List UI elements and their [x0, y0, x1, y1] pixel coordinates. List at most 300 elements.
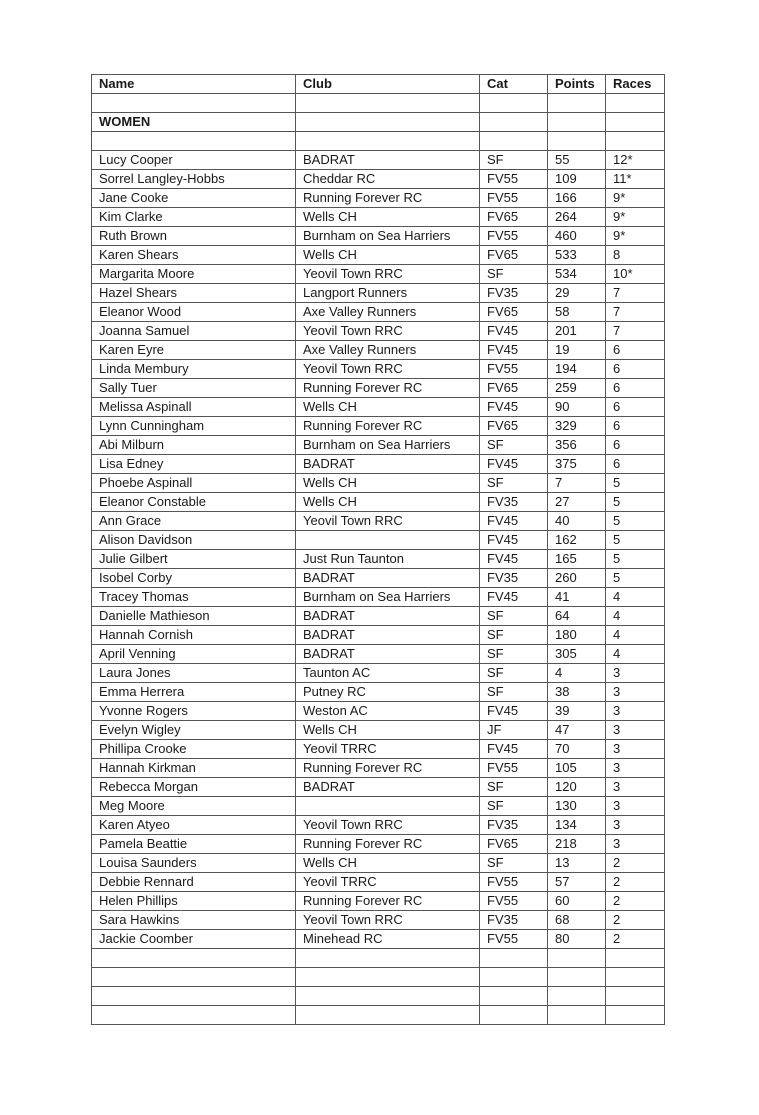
runner-points: 29 — [548, 284, 606, 303]
runner-category: FV45 — [480, 512, 548, 531]
runner-points: 41 — [548, 588, 606, 607]
runner-name: Hazel Shears — [92, 284, 296, 303]
runner-points: 27 — [548, 493, 606, 512]
section-row — [92, 113, 665, 132]
blank-cell — [296, 968, 480, 987]
runner-club: Yeovil TRRC — [296, 873, 480, 892]
blank-cell — [480, 132, 548, 151]
runner-points: 264 — [548, 208, 606, 227]
table-row — [92, 664, 665, 683]
runner-points: 460 — [548, 227, 606, 246]
blank-cell — [296, 113, 480, 132]
runner-category: FV45 — [480, 702, 548, 721]
runner-races: 5 — [606, 531, 665, 550]
runner-name: Danielle Mathieson — [92, 607, 296, 626]
runner-races: 7 — [606, 284, 665, 303]
runner-name: Karen Atyeo — [92, 816, 296, 835]
table-row — [92, 246, 665, 265]
table-row — [92, 436, 665, 455]
runner-club: Wells CH — [296, 474, 480, 493]
runner-club: Running Forever RC — [296, 379, 480, 398]
runner-name: Abi Milburn — [92, 436, 296, 455]
table-row — [92, 683, 665, 702]
runner-races: 3 — [606, 759, 665, 778]
runner-points: 259 — [548, 379, 606, 398]
runner-points: 70 — [548, 740, 606, 759]
runner-category: FV55 — [480, 759, 548, 778]
runner-category: FV35 — [480, 284, 548, 303]
header-cat: Cat — [480, 75, 548, 94]
table-row — [92, 284, 665, 303]
table-row — [92, 151, 665, 170]
runner-points: 134 — [548, 816, 606, 835]
blank-cell — [296, 987, 480, 1006]
runner-races: 3 — [606, 778, 665, 797]
blank-cell — [92, 949, 296, 968]
runner-races: 6 — [606, 398, 665, 417]
runner-club: Wells CH — [296, 398, 480, 417]
table-row — [92, 208, 665, 227]
runner-name: Karen Shears — [92, 246, 296, 265]
table-row — [92, 778, 665, 797]
runner-races: 3 — [606, 816, 665, 835]
runner-races: 3 — [606, 721, 665, 740]
table-row — [92, 512, 665, 531]
runner-races: 8 — [606, 246, 665, 265]
blank-cell — [480, 949, 548, 968]
runner-races: 7 — [606, 322, 665, 341]
blank-cell — [606, 949, 665, 968]
runner-races: 12* — [606, 151, 665, 170]
runner-name: Lucy Cooper — [92, 151, 296, 170]
runner-name: Jackie Coomber — [92, 930, 296, 949]
runner-category: FV55 — [480, 189, 548, 208]
header-club: Club — [296, 75, 480, 94]
runner-club: Yeovil Town RRC — [296, 322, 480, 341]
runner-club: Putney RC — [296, 683, 480, 702]
runner-points: 194 — [548, 360, 606, 379]
runner-club: Yeovil TRRC — [296, 740, 480, 759]
runner-races: 6 — [606, 417, 665, 436]
runner-category: FV45 — [480, 740, 548, 759]
runner-category: FV65 — [480, 417, 548, 436]
runner-races: 9* — [606, 208, 665, 227]
table-row — [92, 398, 665, 417]
runner-races: 2 — [606, 911, 665, 930]
runner-name: April Venning — [92, 645, 296, 664]
blank-cell — [480, 987, 548, 1006]
runner-club — [296, 531, 480, 550]
runner-races: 7 — [606, 303, 665, 322]
runner-club: BADRAT — [296, 778, 480, 797]
table-row — [92, 607, 665, 626]
table-row — [92, 930, 665, 949]
runner-category: FV55 — [480, 892, 548, 911]
blank-cell — [548, 94, 606, 113]
runner-races: 6 — [606, 455, 665, 474]
blank-cell — [548, 132, 606, 151]
runner-races: 3 — [606, 740, 665, 759]
runner-points: 329 — [548, 417, 606, 436]
runner-points: 7 — [548, 474, 606, 493]
runner-name: Pamela Beattie — [92, 835, 296, 854]
table-row — [92, 854, 665, 873]
runner-category: FV35 — [480, 569, 548, 588]
runner-club: Running Forever RC — [296, 759, 480, 778]
runner-races: 9* — [606, 189, 665, 208]
runner-name: Lisa Edney — [92, 455, 296, 474]
runner-points: 218 — [548, 835, 606, 854]
table-row — [92, 341, 665, 360]
runner-races: 3 — [606, 797, 665, 816]
runner-category: FV45 — [480, 341, 548, 360]
table-row — [92, 531, 665, 550]
table-row — [92, 189, 665, 208]
runner-category: SF — [480, 778, 548, 797]
header-name: Name — [92, 75, 296, 94]
runner-points: 40 — [548, 512, 606, 531]
runner-races: 3 — [606, 702, 665, 721]
table-row — [92, 379, 665, 398]
blank-cell — [296, 949, 480, 968]
table-row — [92, 493, 665, 512]
table-row — [92, 645, 665, 664]
table-row — [92, 322, 665, 341]
blank-row — [92, 94, 665, 113]
runner-points: 80 — [548, 930, 606, 949]
table-row — [92, 702, 665, 721]
runner-races: 3 — [606, 835, 665, 854]
table-row — [92, 303, 665, 322]
runner-club: BADRAT — [296, 455, 480, 474]
runner-points: 130 — [548, 797, 606, 816]
blank-cell — [548, 987, 606, 1006]
runner-category: SF — [480, 645, 548, 664]
runner-name: Sally Tuer — [92, 379, 296, 398]
runner-club: Axe Valley Runners — [296, 341, 480, 360]
runner-points: 201 — [548, 322, 606, 341]
runner-name: Ruth Brown — [92, 227, 296, 246]
runner-club: Yeovil Town RRC — [296, 911, 480, 930]
runner-races: 5 — [606, 493, 665, 512]
runner-name: Melissa Aspinall — [92, 398, 296, 417]
runner-category: FV55 — [480, 227, 548, 246]
runner-club: Running Forever RC — [296, 417, 480, 436]
runner-category: FV45 — [480, 398, 548, 417]
table-row — [92, 873, 665, 892]
blank-cell — [480, 113, 548, 132]
table-row — [92, 588, 665, 607]
runner-name: Kim Clarke — [92, 208, 296, 227]
runner-races: 5 — [606, 512, 665, 531]
table-row — [92, 569, 665, 588]
runner-category: FV45 — [480, 455, 548, 474]
runner-category: FV35 — [480, 816, 548, 835]
runner-category: JF — [480, 721, 548, 740]
blank-cell — [480, 968, 548, 987]
runner-name: Phillipa Crooke — [92, 740, 296, 759]
table-row — [92, 721, 665, 740]
runner-category: FV35 — [480, 493, 548, 512]
runner-name: Ann Grace — [92, 512, 296, 531]
runner-category: SF — [480, 151, 548, 170]
runner-category: FV65 — [480, 246, 548, 265]
runner-points: 55 — [548, 151, 606, 170]
runner-name: Evelyn Wigley — [92, 721, 296, 740]
runner-points: 305 — [548, 645, 606, 664]
runner-name: Debbie Rennard — [92, 873, 296, 892]
runner-races: 3 — [606, 683, 665, 702]
blank-cell — [606, 968, 665, 987]
table-row — [92, 360, 665, 379]
runner-races: 5 — [606, 550, 665, 569]
runner-category: FV65 — [480, 379, 548, 398]
header-row — [92, 75, 665, 94]
runner-points: 57 — [548, 873, 606, 892]
runner-races: 10* — [606, 265, 665, 284]
runner-name: Rebecca Morgan — [92, 778, 296, 797]
runner-category: SF — [480, 607, 548, 626]
runner-category: FV45 — [480, 588, 548, 607]
blank-cell — [296, 94, 480, 113]
runner-club: BADRAT — [296, 569, 480, 588]
runner-club: Taunton AC — [296, 664, 480, 683]
runner-name: Yvonne Rogers — [92, 702, 296, 721]
table-row — [92, 626, 665, 645]
runner-races: 4 — [606, 645, 665, 664]
blank-cell — [296, 1006, 480, 1025]
runner-club: Yeovil Town RRC — [296, 360, 480, 379]
runner-points: 165 — [548, 550, 606, 569]
table-row — [92, 474, 665, 493]
runner-points: 105 — [548, 759, 606, 778]
runner-club: Running Forever RC — [296, 892, 480, 911]
runner-races: 4 — [606, 588, 665, 607]
runner-category: SF — [480, 664, 548, 683]
runner-races: 2 — [606, 930, 665, 949]
runner-club: BADRAT — [296, 645, 480, 664]
table-row — [92, 816, 665, 835]
runner-points: 4 — [548, 664, 606, 683]
runner-name: Sara Hawkins — [92, 911, 296, 930]
runner-name: Isobel Corby — [92, 569, 296, 588]
blank-cell — [548, 949, 606, 968]
runner-club: Running Forever RC — [296, 835, 480, 854]
table-row — [92, 170, 665, 189]
runner-name: Linda Membury — [92, 360, 296, 379]
blank-cell — [606, 132, 665, 151]
table-row — [92, 797, 665, 816]
runner-club: BADRAT — [296, 607, 480, 626]
blank-cell — [548, 1006, 606, 1025]
runner-name: Emma Herrera — [92, 683, 296, 702]
blank-row — [92, 1006, 665, 1025]
runner-points: 90 — [548, 398, 606, 417]
blank-cell — [92, 132, 296, 151]
runner-points: 180 — [548, 626, 606, 645]
runner-points: 19 — [548, 341, 606, 360]
runner-name: Eleanor Wood — [92, 303, 296, 322]
runner-points: 60 — [548, 892, 606, 911]
runner-name: Alison Davidson — [92, 531, 296, 550]
runner-races: 6 — [606, 341, 665, 360]
runner-name: Meg Moore — [92, 797, 296, 816]
runner-category: FV55 — [480, 170, 548, 189]
runner-points: 166 — [548, 189, 606, 208]
blank-row — [92, 949, 665, 968]
runner-points: 58 — [548, 303, 606, 322]
blank-cell — [606, 1006, 665, 1025]
runner-category: FV35 — [480, 911, 548, 930]
runner-races: 6 — [606, 436, 665, 455]
runner-club: Just Run Taunton — [296, 550, 480, 569]
runner-club: Burnham on Sea Harriers — [296, 436, 480, 455]
blank-cell — [548, 113, 606, 132]
runner-category: SF — [480, 265, 548, 284]
runner-club: Yeovil Town RRC — [296, 512, 480, 531]
runner-points: 375 — [548, 455, 606, 474]
blank-cell — [92, 968, 296, 987]
runner-club: Wells CH — [296, 721, 480, 740]
runner-club: Wells CH — [296, 854, 480, 873]
runner-points: 68 — [548, 911, 606, 930]
runner-club: Minehead RC — [296, 930, 480, 949]
blank-cell — [92, 94, 296, 113]
runner-club: Running Forever RC — [296, 189, 480, 208]
table-row — [92, 740, 665, 759]
table-row — [92, 227, 665, 246]
runner-races: 2 — [606, 892, 665, 911]
runner-name: Margarita Moore — [92, 265, 296, 284]
runner-points: 13 — [548, 854, 606, 873]
runner-club: Cheddar RC — [296, 170, 480, 189]
runner-points: 38 — [548, 683, 606, 702]
runner-name: Phoebe Aspinall — [92, 474, 296, 493]
results-table — [91, 74, 665, 1025]
blank-cell — [606, 94, 665, 113]
runner-name: Louisa Saunders — [92, 854, 296, 873]
runner-name: Hannah Kirkman — [92, 759, 296, 778]
runner-category: FV55 — [480, 930, 548, 949]
runner-races: 6 — [606, 360, 665, 379]
runner-category: SF — [480, 436, 548, 455]
runner-races: 2 — [606, 873, 665, 892]
blank-cell — [480, 94, 548, 113]
runner-category: FV55 — [480, 360, 548, 379]
runner-points: 109 — [548, 170, 606, 189]
runner-points: 47 — [548, 721, 606, 740]
blank-row — [92, 132, 665, 151]
runner-name: Karen Eyre — [92, 341, 296, 360]
runner-races: 9* — [606, 227, 665, 246]
runner-category: FV55 — [480, 873, 548, 892]
runner-races: 5 — [606, 569, 665, 588]
table-row — [92, 417, 665, 436]
runner-races: 2 — [606, 854, 665, 873]
runner-points: 534 — [548, 265, 606, 284]
blank-cell — [548, 968, 606, 987]
header-points: Points — [548, 75, 606, 94]
runner-category: SF — [480, 626, 548, 645]
runner-club — [296, 797, 480, 816]
runner-club: Wells CH — [296, 208, 480, 227]
table-row — [92, 835, 665, 854]
table-row — [92, 455, 665, 474]
runner-category: FV65 — [480, 208, 548, 227]
runner-name: Julie Gilbert — [92, 550, 296, 569]
runner-name: Laura Jones — [92, 664, 296, 683]
runner-category: FV65 — [480, 303, 548, 322]
blank-cell — [480, 1006, 548, 1025]
runner-name: Hannah Cornish — [92, 626, 296, 645]
runner-races: 5 — [606, 474, 665, 493]
runner-club: BADRAT — [296, 151, 480, 170]
runner-category: SF — [480, 474, 548, 493]
blank-cell — [606, 113, 665, 132]
blank-cell — [606, 987, 665, 1006]
table-row — [92, 911, 665, 930]
runner-name: Eleanor Constable — [92, 493, 296, 512]
blank-row — [92, 987, 665, 1006]
runner-club: Yeovil Town RRC — [296, 265, 480, 284]
runner-name: Joanna Samuel — [92, 322, 296, 341]
runner-races: 6 — [606, 379, 665, 398]
runner-name: Lynn Cunningham — [92, 417, 296, 436]
runner-club: Burnham on Sea Harriers — [296, 588, 480, 607]
runner-points: 260 — [548, 569, 606, 588]
runner-category: FV45 — [480, 322, 548, 341]
blank-cell — [92, 1006, 296, 1025]
header-races: Races — [606, 75, 665, 94]
table-row — [92, 892, 665, 911]
runner-club: Wells CH — [296, 246, 480, 265]
runner-races: 3 — [606, 664, 665, 683]
runner-points: 162 — [548, 531, 606, 550]
blank-cell — [92, 987, 296, 1006]
runner-club: Yeovil Town RRC — [296, 816, 480, 835]
runner-points: 533 — [548, 246, 606, 265]
runner-club: Weston AC — [296, 702, 480, 721]
blank-row — [92, 968, 665, 987]
runner-races: 11* — [606, 170, 665, 189]
runner-category: FV45 — [480, 550, 548, 569]
runner-name: Helen Phillips — [92, 892, 296, 911]
blank-cell — [296, 132, 480, 151]
runner-category: SF — [480, 797, 548, 816]
runner-points: 120 — [548, 778, 606, 797]
runner-category: FV45 — [480, 531, 548, 550]
runner-club: Axe Valley Runners — [296, 303, 480, 322]
runner-races: 4 — [606, 607, 665, 626]
runner-points: 39 — [548, 702, 606, 721]
section-label: WOMEN — [92, 113, 296, 132]
runner-category: SF — [480, 683, 548, 702]
runner-club: Burnham on Sea Harriers — [296, 227, 480, 246]
table-row — [92, 265, 665, 284]
runner-points: 356 — [548, 436, 606, 455]
table-row — [92, 759, 665, 778]
runner-points: 64 — [548, 607, 606, 626]
runner-name: Tracey Thomas — [92, 588, 296, 607]
runner-name: Sorrel Langley-Hobbs — [92, 170, 296, 189]
runner-club: Wells CH — [296, 493, 480, 512]
table-row — [92, 550, 665, 569]
runner-club: BADRAT — [296, 626, 480, 645]
runner-club: Langport Runners — [296, 284, 480, 303]
runner-category: FV65 — [480, 835, 548, 854]
runner-races: 4 — [606, 626, 665, 645]
runner-name: Jane Cooke — [92, 189, 296, 208]
